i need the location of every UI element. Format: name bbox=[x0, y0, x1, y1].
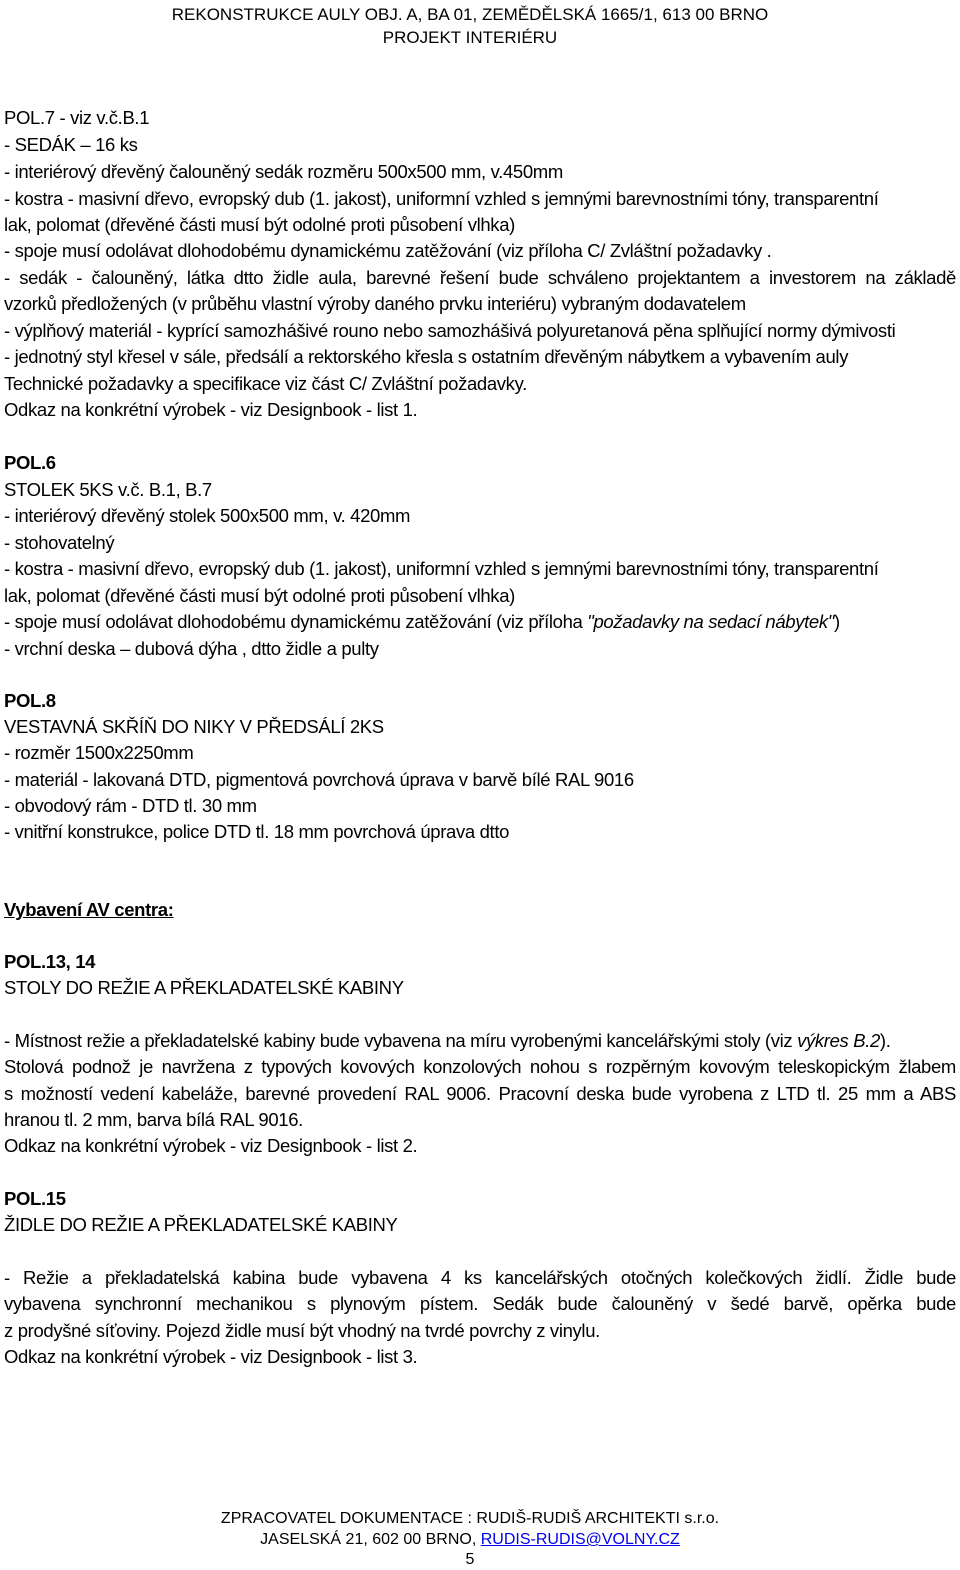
pol6-line-1: - interiérový dřevěný stolek 500x500 mm, v. 420mm bbox=[4, 505, 411, 526]
pol1314-paragraph-line-4: hranou tl. 2 mm, barva bílá RAL 9016. bbox=[4, 1109, 303, 1130]
footer-address-text: JASELSKÁ 21, 602 00 BRNO, bbox=[260, 1531, 481, 1548]
pol6-line-2: - stohovatelný bbox=[4, 532, 115, 553]
pol15-subtitle: ŽIDLE DO REŽIE A PŘEKLADATELSKÉ KABINY bbox=[4, 1214, 398, 1235]
header-project-title: REKONSTRUKCE AULY OBJ. A, BA 01, ZEMĚDĚLSKÁ 1665/1, 613 00 BRNO bbox=[171, 5, 769, 24]
pol6-line-5-italic: "požadavky na sedací nábytek" bbox=[587, 611, 834, 632]
pol15-paragraph-line-3: z prodyšné síťoviny. Pojezd židle musí být vhodný na tvrdé povrchy z vinylu. bbox=[4, 1320, 600, 1341]
pol15-reference: Odkaz na konkrétní výrobek - viz Designbook - list 3. bbox=[4, 1346, 418, 1367]
pol15-paragraph-line-2: vybavena synchronní mechanikou s plynovým pístem. Sedák bude čalouněný v šedé barvě, opěrka bude bbox=[4, 1293, 956, 1314]
pol1314-paragraph-line-2: Stolová podnož je navržena z typových kovových konzolových nohou s rozpěrným kovovým teleskopickým žlabem bbox=[4, 1056, 956, 1077]
pol6-line-5-close: ) bbox=[833, 611, 840, 632]
footer-address bbox=[0, 1530, 940, 1550]
pol6-line-3: - kostra - masivní dřevo, evropský dub (1. jakost), uniformní vzhled s jemnými barevnostními tóny, transparentní bbox=[4, 558, 879, 579]
pol7-line-5: - sedák - čalouněný, látka dtto židle aula, barevné řešení bude schváleno projektantem a investorem na základě bbox=[4, 267, 956, 288]
pol6-line-4: lak, polomat (dřevěné části musí být odolné proti působení vlhka) bbox=[4, 585, 515, 606]
pol1314-subtitle: STOLY DO REŽIE A PŘEKLADATELSKÉ KABINY bbox=[4, 977, 404, 998]
pol7-line-6: vzorků předložených (v průběhu vlastní výroby daného prvku interiéru) vybraným dodavatelem bbox=[4, 293, 746, 314]
pol7-line-9: Technické požadavky a specifikace viz část C/ Zvláštní požadavky. bbox=[4, 373, 527, 394]
pol7-line-1: - interiérový dřevěný čalouněný sedák rozměru 500x500 mm, v.450mm bbox=[4, 161, 563, 182]
pol6-heading: POL.6 bbox=[4, 452, 56, 473]
pol8-heading: POL.8 bbox=[4, 690, 56, 711]
pol7-line-3: lak, polomat (dřevěné části musí být odolné proti působení vlhka) bbox=[4, 214, 515, 235]
footer-email-link[interactable]: RUDIS-RUDIS@VOLNY.CZ bbox=[480, 1531, 680, 1548]
pol6-line-6: - vrchní deska – dubová dýha , dtto židle a pulty bbox=[4, 638, 379, 659]
pol6-line-5 bbox=[4, 611, 840, 633]
pol8-line-2: - materiál - lakovaná DTD, pigmentová povrchová úprava v barvě bílé RAL 9016 bbox=[4, 769, 634, 790]
pol1314-p1-text: - Místnost režie a překladatelské kabiny bude vybavena na míru vyrobenými kancelářskými stoly (viz bbox=[4, 1030, 798, 1051]
pol8-line-4: - vnitřní konstrukce, police DTD tl. 18 mm povrchová úprava dtto bbox=[4, 821, 510, 842]
pol1314-reference: Odkaz na konkrétní výrobek - viz Designbook - list 2. bbox=[4, 1135, 418, 1156]
header-project-subtitle: PROJEKT INTERIÉRU bbox=[382, 28, 558, 47]
pol7-line-7: - výplňový materiál - kyprící samozhášivé rouno nebo samozhášivá polyuretanová pěna splňující normy dýmivosti bbox=[4, 320, 896, 341]
pol15-paragraph-line-1: - Režie a překladatelská kabina bude vybavena 4 ks kancelářských otočných kolečkových židlí. Židle bude bbox=[4, 1267, 956, 1288]
pol7-reference: Odkaz na konkrétní výrobek - viz Designbook - list 1. bbox=[4, 399, 418, 420]
pol7-heading: POL.7 - viz v.č.B.1 bbox=[4, 107, 150, 128]
page-number: 5 bbox=[465, 1551, 475, 1568]
pol7-line-4: - spoje musí odolávat dlohodobému dynamickému zatěžování (viz příloha C/ Zvláštní požadavky . bbox=[4, 240, 772, 261]
pol1314-paragraph-line-1 bbox=[4, 1030, 891, 1052]
pol8-line-1: - rozměr 1500x2250mm bbox=[4, 742, 194, 763]
pol1314-p1-italic: výkres B.2 bbox=[797, 1030, 880, 1051]
pol1314-heading: POL.13, 14 bbox=[4, 951, 96, 972]
pol8-line-3: - obvodový rám - DTD tl. 30 mm bbox=[4, 795, 257, 816]
pol1314-p1-close: ). bbox=[879, 1030, 891, 1051]
pol1314-paragraph-line-3: s možností vedení kabeláže, barevné provedení RAL 9006. Pracovní deska bude vyrobena z LTD tl. 25 mm a ABS bbox=[4, 1083, 956, 1104]
pol15-heading: POL.15 bbox=[4, 1188, 66, 1209]
pol6-line-5-text: - spoje musí odolávat dlohodobému dynamickému zatěžování (viz příloha bbox=[4, 611, 588, 632]
pol7-line-2: - kostra - masivní dřevo, evropský dub (1. jakost), uniformní vzhled s jemnými barevnostními tóny, transparentní bbox=[4, 188, 879, 209]
footer-author: ZPRACOVATEL DOKUMENTACE : RUDIŠ-RUDIŠ ARCHITEKTI s.r.o. bbox=[220, 1510, 720, 1527]
pol8-subtitle: VESTAVNÁ SKŘÍŇ DO NIKY V PŘEDSÁLÍ 2KS bbox=[4, 716, 384, 737]
pol7-subtitle: - SEDÁK – 16 ks bbox=[4, 134, 138, 155]
av-centrum-heading: Vybavení AV centra: bbox=[4, 899, 174, 920]
pol6-subtitle: STOLEK 5KS v.č. B.1, B.7 bbox=[4, 479, 212, 500]
pol7-line-8: - jednotný styl křesel v sále, předsálí a rektorského křesla s ostatním dřevěným nábytkem a vybavením auly bbox=[4, 346, 849, 367]
